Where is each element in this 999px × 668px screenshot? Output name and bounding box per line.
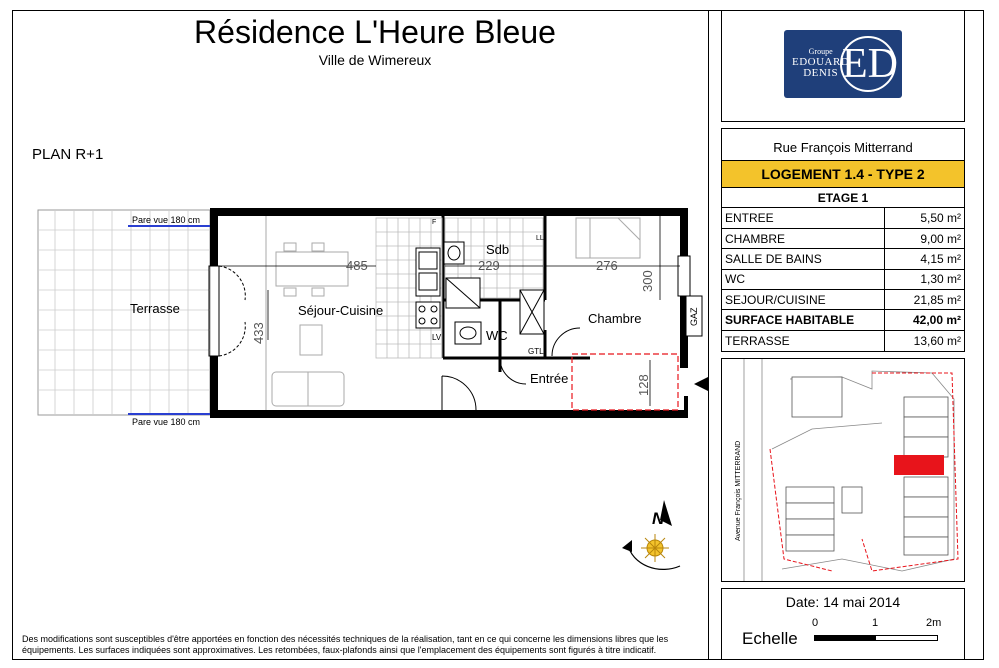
room-area: 5,50 m² — [884, 208, 964, 228]
dimension-300: 300 — [640, 270, 655, 292]
bedroom-window — [678, 256, 690, 296]
logo-panel — [721, 10, 965, 122]
dimension-433: 433 — [251, 322, 266, 344]
ll-label: LL — [536, 235, 544, 242]
room-area: 42,00 m² — [884, 310, 964, 330]
room-name: CHAMBRE — [722, 228, 884, 248]
gtl-label: GTL — [528, 347, 544, 356]
entry-label: Entrée — [530, 371, 569, 386]
dimension-128: 128 — [636, 374, 651, 396]
entrance-arrow — [694, 377, 708, 391]
terrace-area — [38, 210, 210, 415]
dimension-229: 229 — [478, 258, 500, 273]
living-kitchen-label: Séjour-Cuisine — [298, 303, 384, 318]
table-row — [722, 269, 964, 289]
logo-line-3: DENIS — [803, 67, 839, 80]
dimension-276: 276 — [596, 258, 618, 273]
street-name: Rue François Mitterrand — [773, 140, 913, 155]
table-row-total — [722, 310, 964, 330]
table-row — [722, 330, 964, 350]
logo-line-1: Groupe — [808, 47, 833, 57]
table-row — [722, 290, 964, 310]
room-area: 1,30 m² — [884, 269, 964, 289]
disclaimer-text: Des modifications sont susceptibles d'être apportées en fonction des nécessités techniques de la réalisation, tant en ce qui concerne les dimensions libres que les équipements. Les surfaces indiquées sont approximatives. Les retombées, faux-plafonds ainsi que l'emplacement des équipements sont figurés à titre indicatif. — [22, 634, 669, 655]
room-area: 13,60 m² — [884, 330, 964, 350]
site-map-panel — [721, 358, 965, 582]
page-title: Résidence L'Heure Bleue — [194, 14, 556, 50]
site-map-street-label: Avenue François MITTERRAND — [735, 440, 742, 541]
bathroom-label: Sdb — [486, 242, 510, 257]
lv-label: LV — [432, 333, 442, 342]
room-name: SALLE DE BAINS — [722, 249, 884, 269]
bedroom-label: Chambre — [588, 311, 642, 326]
logo-line-2: EDOUARD — [792, 55, 850, 68]
gas-label: GAZ — [689, 307, 699, 326]
room-name: SEJOUR/CUISINE — [722, 290, 884, 310]
bedroom-furniture — [576, 218, 640, 258]
compass-north-letter: N — [652, 509, 665, 528]
scale-tick-2: 2m — [926, 617, 942, 629]
site-map — [722, 359, 964, 581]
scale-label: Echelle — [742, 629, 798, 648]
scale-tick-0: 0 — [812, 617, 819, 629]
unit-title: LOGEMENT 1.4 - TYPE 2 — [722, 160, 964, 188]
floor-label: ETAGE 1 — [722, 188, 964, 208]
f-label: F — [432, 219, 437, 226]
dimension-485: 485 — [346, 258, 368, 273]
room-name: SURFACE HABITABLE — [722, 310, 884, 330]
entry-closet — [572, 354, 678, 410]
table-row — [722, 249, 964, 269]
company-logo — [784, 30, 902, 98]
pare-vue-bottom-label: Pare vue 180 cm — [132, 417, 201, 427]
terrace-label: Terrasse — [130, 301, 180, 316]
room-area: 4,15 m² — [884, 249, 964, 269]
room-area: 21,85 m² — [884, 290, 964, 310]
scale-bar — [814, 635, 938, 641]
table-row — [722, 208, 964, 228]
scale-tick-1: 1 — [872, 617, 879, 629]
pare-vue-top-label: Pare vue 180 cm — [132, 215, 201, 225]
divider-line — [708, 10, 709, 660]
logo-monogram: ED — [840, 36, 896, 92]
plan-level-label: PLAN R+1 — [32, 146, 104, 163]
page-subtitle: Ville de Wimereux — [318, 52, 432, 68]
room-name: ENTREE — [722, 208, 884, 228]
surface-table — [722, 208, 964, 351]
compass-rose — [622, 500, 680, 569]
unit-info-panel — [721, 128, 965, 352]
room-name: WC — [722, 269, 884, 289]
wc-label: WC — [486, 328, 508, 343]
plan-date: Date: 14 mai 2014 — [785, 594, 901, 610]
table-row — [722, 228, 964, 248]
room-area: 9,00 m² — [884, 228, 964, 248]
terrace-door — [209, 266, 245, 356]
date-scale-panel — [721, 588, 965, 660]
room-name: TERRASSE — [725, 333, 790, 348]
